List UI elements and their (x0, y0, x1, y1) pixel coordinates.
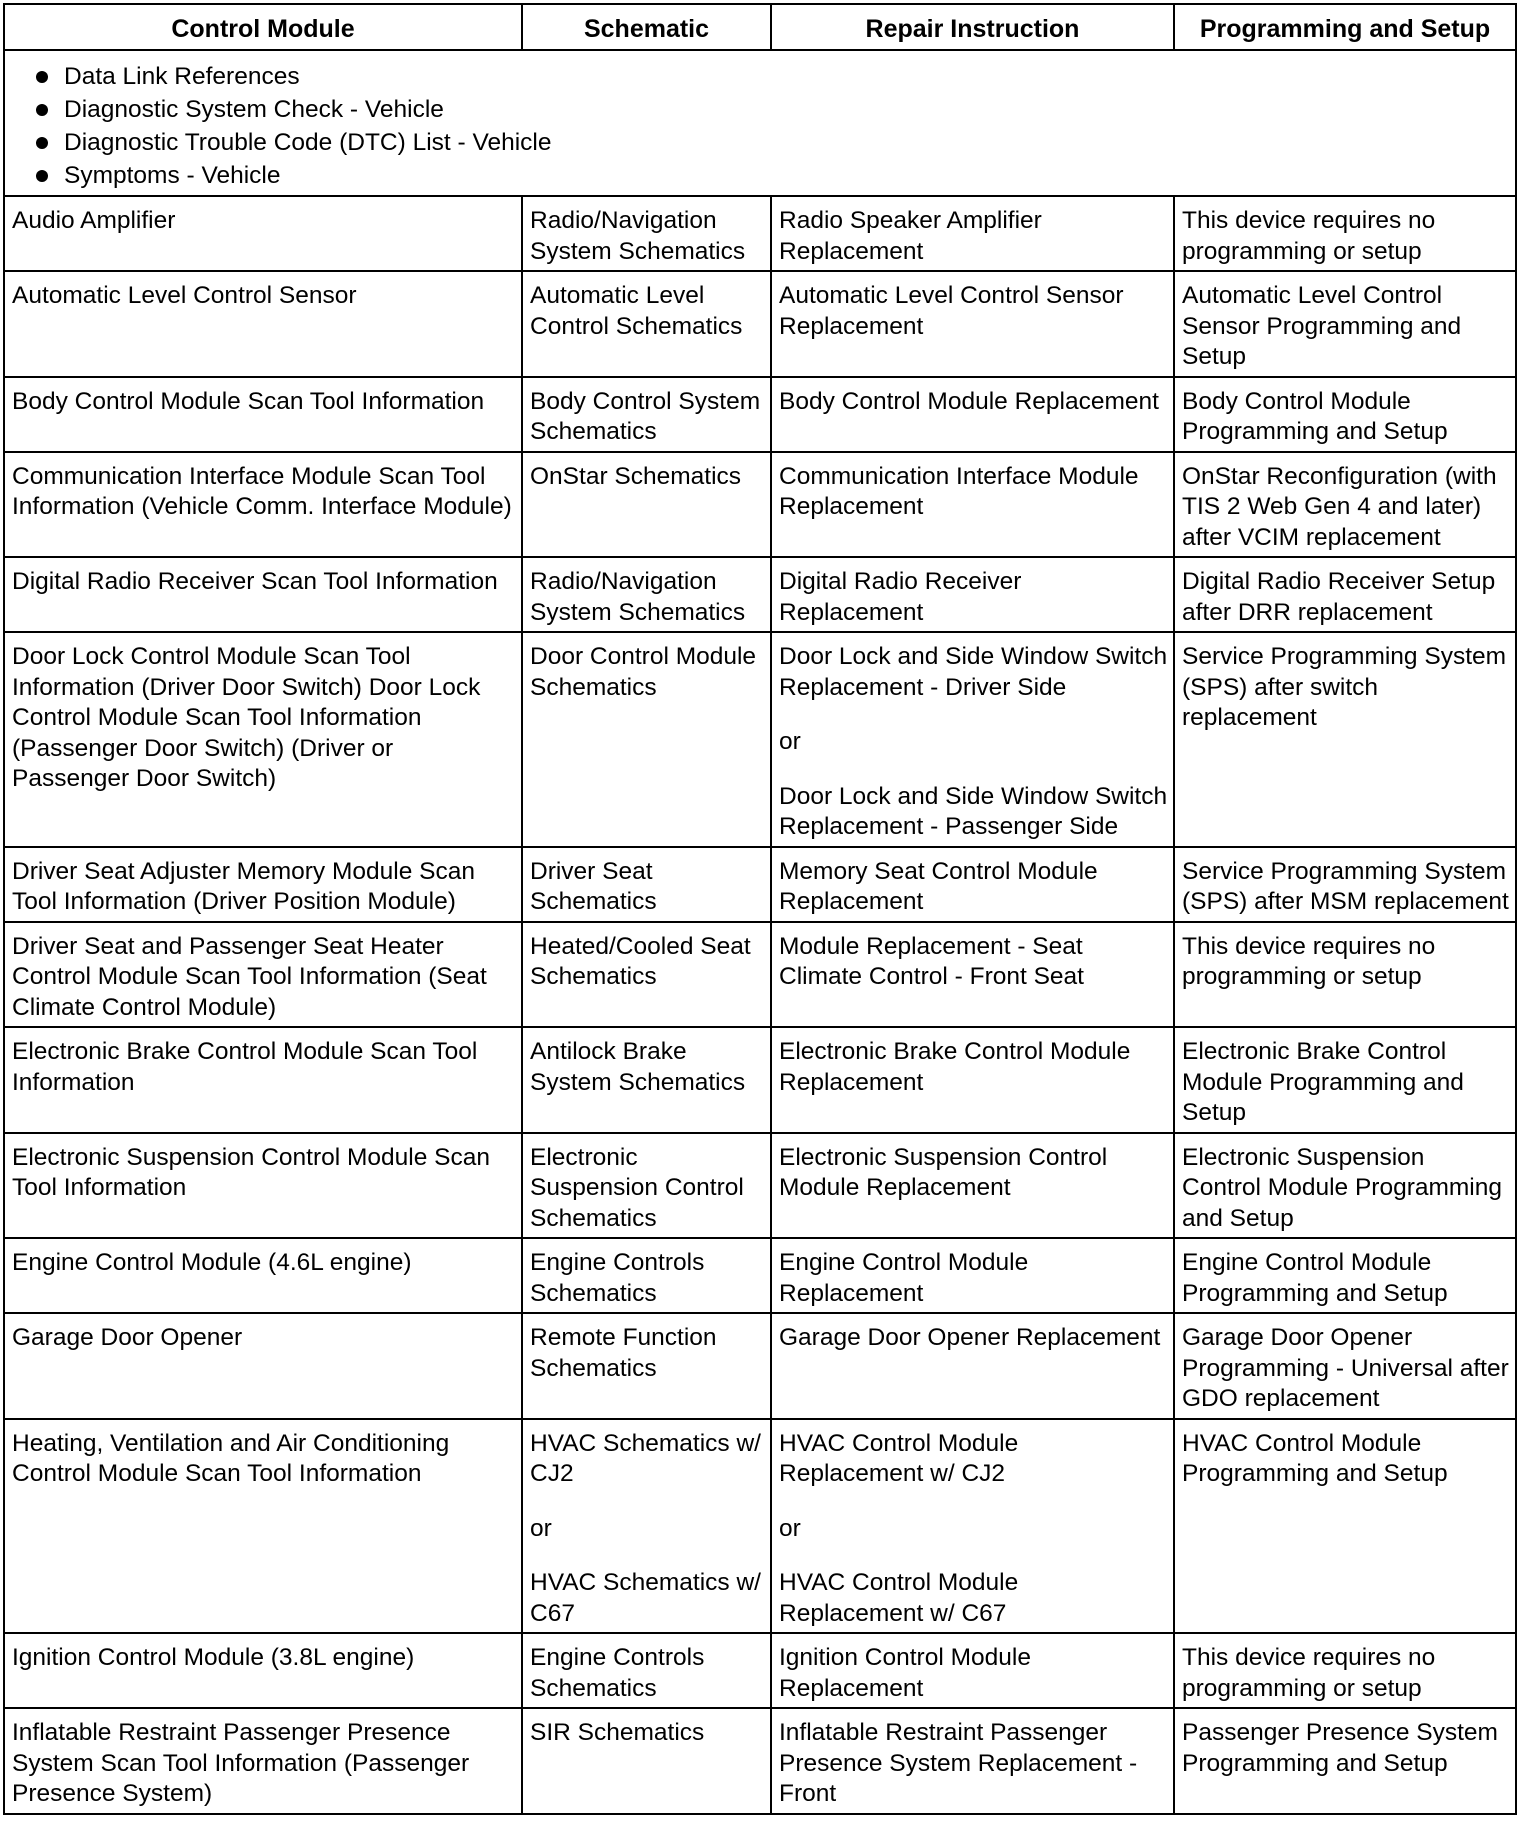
schematic-link[interactable]: OnStar Schematics (530, 462, 742, 490)
schematic-cell (522, 922, 771, 1028)
header-programming-setup: Programming and Setup (1174, 4, 1516, 50)
programming-cell (1174, 1419, 1516, 1634)
schematic-cell (522, 1027, 771, 1133)
schematic-cell (522, 196, 771, 271)
programming-link[interactable]: Service Programming System (SPS) after switch replacement (1182, 643, 1507, 731)
module-link[interactable]: Door Lock Control Module Scan Tool Information (Driver Door Switch) Door Lock Control Module Scan Tool Information (Passenger Door Switch) (Driver or Passenger Door Switch) (12, 643, 481, 792)
repair-cell (771, 1238, 1174, 1313)
schematic-cell (522, 1313, 771, 1419)
programming-link[interactable]: This device requires no programming or setup (1182, 207, 1436, 265)
table-row (4, 196, 1516, 271)
programming-cell (1174, 632, 1516, 847)
table-row (4, 1238, 1516, 1313)
module-link[interactable]: Heating, Ventilation and Air Conditioning Control Module Scan Tool Information (12, 1429, 450, 1487)
module-cell (4, 452, 522, 558)
header-control-module: Control Module (4, 4, 522, 50)
reference-item[interactable] (34, 126, 1510, 159)
bullet-icon (36, 137, 48, 149)
paragraph-gap (779, 703, 1168, 727)
programming-cell (1174, 452, 1516, 558)
module-cell (4, 196, 522, 271)
programming-link[interactable]: Service Programming System (SPS) after MSM replacement (1182, 857, 1509, 915)
programming-link[interactable]: Passenger Presence System Programming and Setup (1182, 1719, 1498, 1777)
repair-link[interactable]: Inflatable Restraint Passenger Presence System Replacement - Front (779, 1719, 1138, 1807)
module-cell (4, 922, 522, 1028)
repair-link[interactable]: Garage Door Opener Replacement (779, 1324, 1161, 1351)
module-link[interactable]: Automatic Level Control Sensor (12, 282, 357, 309)
table-row (4, 1313, 1516, 1419)
header-schematic: Schematic (522, 4, 771, 50)
module-cell (4, 1133, 522, 1239)
programming-cell (1174, 1633, 1516, 1708)
repair-link[interactable]: Engine Control Module Replacement (779, 1249, 1029, 1307)
repair-cell (771, 1027, 1174, 1133)
reference-link[interactable]: Symptoms - Vehicle (64, 162, 281, 189)
table-row (4, 1633, 1516, 1708)
or-separator: or (779, 1514, 801, 1542)
schematic-link[interactable]: Electronic Suspension Control Schematics (530, 1143, 744, 1232)
module-link[interactable]: Ignition Control Module (3.8L engine) (12, 1644, 415, 1671)
module-cell (4, 557, 522, 632)
repair-link[interactable]: Ignition Control Module Replacement (779, 1644, 1031, 1702)
repair-cell (771, 271, 1174, 377)
programming-cell (1174, 1238, 1516, 1313)
repair-cell (771, 1708, 1174, 1814)
programming-link[interactable]: HVAC Control Module Programming and Setup (1182, 1429, 1448, 1487)
schematic-cell (522, 1133, 771, 1239)
module-cell (4, 1027, 522, 1133)
module-link[interactable]: Digital Radio Receiver Scan Tool Information (12, 568, 498, 595)
module-cell (4, 632, 522, 847)
module-cell (4, 1313, 522, 1419)
table-row (4, 271, 1516, 377)
programming-cell (1174, 557, 1516, 632)
schematic-link[interactable]: SIR Schematics (530, 1719, 705, 1746)
paragraph-gap (779, 758, 1168, 782)
module-link[interactable]: Audio Amplifier (12, 207, 176, 234)
reference-item[interactable] (34, 93, 1510, 126)
or-separator: or (779, 728, 801, 755)
schematic-link[interactable]: Automatic Level Control Schematics (530, 282, 743, 340)
references-row (4, 50, 1516, 196)
paragraph-gap (779, 1544, 1168, 1568)
repair-link[interactable]: Automatic Level Control Sensor Replacement (779, 282, 1124, 340)
references-list (12, 60, 1510, 192)
module-cell (4, 1633, 522, 1708)
reference-link[interactable]: Data Link References (64, 63, 300, 90)
repair-link[interactable]: Body Control Module Replacement (779, 387, 1159, 415)
schematic-link[interactable]: Driver Seat Schematics (530, 857, 657, 915)
schematic-link[interactable]: Remote Function Schematics (530, 1324, 717, 1382)
repair-link[interactable]: HVAC Control Module Replacement w/ C67 (779, 1569, 1019, 1627)
header-repair-instruction: Repair Instruction (771, 4, 1174, 50)
programming-link[interactable]: Automatic Level Control Sensor Programming and Setup (1182, 282, 1462, 370)
module-link[interactable]: Electronic Brake Control Module Scan Tool Information (12, 1038, 478, 1096)
control-module-reference-table (3, 3, 1517, 1815)
module-cell (4, 1238, 522, 1313)
schematic-link[interactable]: HVAC Schematics w/ C67 (530, 1569, 761, 1627)
repair-link[interactable]: Digital Radio Receiver Replacement (779, 568, 1022, 626)
module-cell (4, 847, 522, 922)
schematic-link[interactable]: Heated/Cooled Seat Schematics (530, 932, 751, 990)
programming-cell (1174, 1313, 1516, 1419)
repair-cell (771, 1313, 1174, 1419)
schematic-cell (522, 1633, 771, 1708)
schematic-cell (522, 1419, 771, 1634)
module-link[interactable]: Electronic Suspension Control Module Scan Tool Information (12, 1143, 491, 1201)
module-link[interactable]: Garage Door Opener (12, 1324, 243, 1351)
table-row (4, 1419, 1516, 1634)
table-header-row (4, 4, 1516, 50)
bullet-icon (36, 170, 48, 182)
repair-link[interactable]: Door Lock and Side Window Switch Replacement - Driver Side (779, 643, 1168, 701)
programming-cell (1174, 1133, 1516, 1239)
repair-cell (771, 1419, 1174, 1634)
repair-cell (771, 377, 1174, 452)
repair-cell (771, 196, 1174, 271)
reference-link[interactable]: Diagnostic System Check - Vehicle (64, 96, 444, 123)
paragraph-gap (530, 1490, 765, 1514)
repair-cell (771, 922, 1174, 1028)
schematic-cell (522, 271, 771, 377)
bullet-icon (36, 71, 48, 83)
repair-cell (771, 557, 1174, 632)
module-cell (4, 1419, 522, 1634)
schematic-link[interactable]: Engine Controls Schematics (530, 1644, 705, 1702)
programming-cell (1174, 922, 1516, 1028)
table-row (4, 847, 1516, 922)
schematic-link[interactable]: Antilock Brake System Schematics (530, 1038, 746, 1096)
schematic-link[interactable]: Radio/Navigation System Schematics (530, 207, 746, 265)
repair-cell (771, 452, 1174, 558)
repair-cell (771, 847, 1174, 922)
repair-link[interactable]: Module Replacement - Seat Climate Control - Front Seat (779, 932, 1084, 990)
repair-link[interactable]: Electronic Brake Control Module Replacement (779, 1038, 1131, 1096)
table-row (4, 557, 1516, 632)
schematic-cell (522, 557, 771, 632)
schematic-cell (522, 847, 771, 922)
or-separator: or (530, 1514, 552, 1542)
schematic-link[interactable]: Door Control Module Schematics (530, 643, 757, 701)
reference-item[interactable] (34, 60, 1510, 93)
schematic-cell (522, 632, 771, 847)
repair-link[interactable]: Memory Seat Control Module Replacement (779, 857, 1098, 915)
programming-link[interactable]: This device requires no programming or setup (1182, 932, 1436, 990)
table-row (4, 922, 1516, 1028)
module-cell (4, 1708, 522, 1814)
table-row (4, 632, 1516, 847)
reference-link[interactable]: Diagnostic Trouble Code (DTC) List - Vehicle (64, 129, 552, 156)
paragraph-gap (779, 1490, 1168, 1514)
schematic-cell (522, 452, 771, 558)
programming-cell (1174, 196, 1516, 271)
programming-link[interactable]: Engine Control Module Programming and Setup (1182, 1249, 1448, 1307)
module-link[interactable]: Driver Seat and Passenger Seat Heater Control Module Scan Tool Information (Seat Climate Control Module) (12, 932, 487, 1021)
repair-link[interactable]: Communication Interface Module Replacement (779, 462, 1139, 520)
schematic-cell (522, 1708, 771, 1814)
repair-link[interactable]: Electronic Suspension Control Module Replacement (779, 1143, 1108, 1201)
programming-cell (1174, 1708, 1516, 1814)
programming-link[interactable]: Digital Radio Receiver Setup after DRR replacement (1182, 568, 1496, 626)
programming-cell (1174, 377, 1516, 452)
bullet-icon (36, 104, 48, 116)
references-cell (4, 50, 1516, 196)
table-row (4, 452, 1516, 558)
reference-item[interactable] (34, 159, 1510, 192)
module-link[interactable]: Communication Interface Module Scan Tool Information (Vehicle Comm. Interface Module) (12, 462, 512, 520)
repair-cell (771, 1133, 1174, 1239)
schematic-link[interactable]: Engine Controls Schematics (530, 1249, 705, 1307)
repair-cell (771, 1633, 1174, 1708)
schematic-link[interactable]: HVAC Schematics w/ CJ2 (530, 1429, 761, 1487)
schematic-link[interactable]: Radio/Navigation System Schematics (530, 568, 746, 626)
programming-link[interactable]: Electronic Suspension Control Module Programming and Setup (1182, 1143, 1502, 1232)
table-row (4, 1708, 1516, 1814)
programming-link[interactable]: Garage Door Opener Programming - Universal after GDO replacement (1182, 1324, 1509, 1412)
module-link[interactable]: Driver Seat Adjuster Memory Module Scan Tool Information (Driver Position Module) (12, 857, 475, 915)
repair-cell (771, 632, 1174, 847)
module-cell (4, 377, 522, 452)
programming-cell (1174, 847, 1516, 922)
paragraph-gap (530, 1544, 765, 1568)
programming-cell (1174, 1027, 1516, 1133)
module-link[interactable]: Inflatable Restraint Passenger Presence System Scan Tool Information (Passenger Presence System) (12, 1719, 470, 1807)
programming-cell (1174, 271, 1516, 377)
repair-link[interactable]: Door Lock and Side Window Switch Replacement - Passenger Side (779, 782, 1168, 840)
programming-link[interactable]: Body Control Module Programming and Setup (1182, 387, 1448, 445)
repair-link[interactable]: HVAC Control Module Replacement w/ CJ2 (779, 1429, 1019, 1487)
table-row (4, 377, 1516, 452)
module-link[interactable]: Engine Control Module (4.6L engine) (12, 1249, 412, 1276)
repair-link[interactable]: Radio Speaker Amplifier Replacement (779, 207, 1042, 265)
schematic-link[interactable]: Body Control System Schematics (530, 387, 761, 445)
schematic-cell (522, 377, 771, 452)
programming-link[interactable]: Electronic Brake Control Module Programming and Setup (1182, 1038, 1464, 1126)
module-cell (4, 271, 522, 377)
module-link[interactable]: Body Control Module Scan Tool Information (12, 387, 485, 415)
programming-link[interactable]: This device requires no programming or setup (1182, 1644, 1436, 1702)
schematic-cell (522, 1238, 771, 1313)
table-row (4, 1027, 1516, 1133)
table-row (4, 1133, 1516, 1239)
programming-link[interactable]: OnStar Reconfiguration (with TIS 2 Web Gen 4 and later) after VCIM replacement (1182, 462, 1497, 551)
